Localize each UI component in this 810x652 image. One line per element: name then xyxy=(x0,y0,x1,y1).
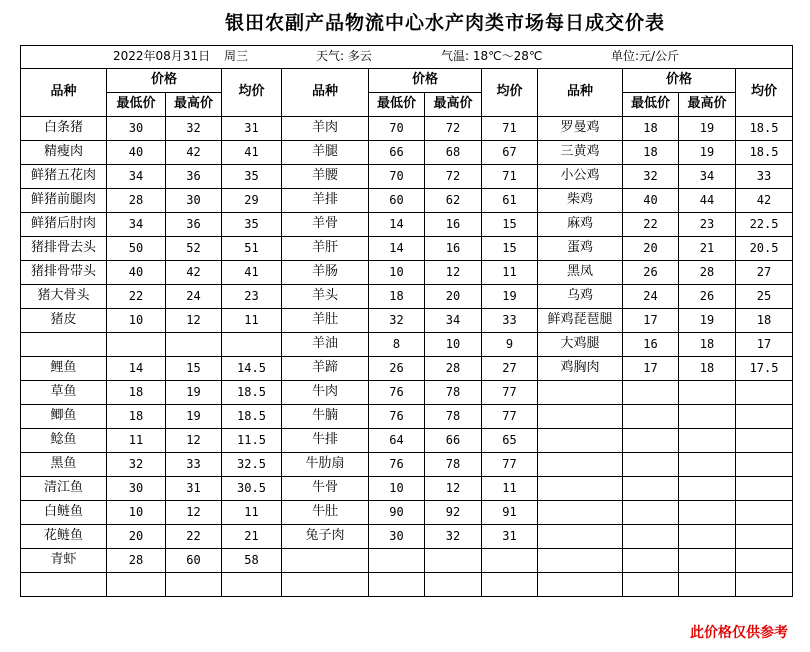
min-price-cell: 70 xyxy=(369,165,425,189)
avg-price-cell: 35 xyxy=(222,165,282,189)
min-price-cell: 30 xyxy=(369,525,425,549)
max-price-cell: 34 xyxy=(425,309,482,333)
min-price-cell: 10 xyxy=(369,477,425,501)
table-row xyxy=(21,189,793,213)
max-price-cell xyxy=(425,549,482,573)
max-price-cell: 16 xyxy=(425,213,482,237)
variety-cell: 鲜猪后肘肉 xyxy=(21,213,107,237)
min-price-cell: 50 xyxy=(107,237,166,261)
variety-cell: 青虾 xyxy=(21,549,107,573)
variety-cell: 猪排骨去头 xyxy=(21,237,107,261)
min-price-cell: 76 xyxy=(369,405,425,429)
avg-price-cell: 31 xyxy=(482,525,538,549)
avg-price-cell: 35 xyxy=(222,213,282,237)
min-price-cell: 76 xyxy=(369,381,425,405)
variety-cell xyxy=(282,573,369,597)
min-price-cell: 14 xyxy=(369,237,425,261)
min-price-cell: 14 xyxy=(369,213,425,237)
header-avg: 均价 xyxy=(222,69,282,117)
min-price-cell xyxy=(623,381,679,405)
avg-price-cell: 11.5 xyxy=(222,429,282,453)
max-price-cell: 66 xyxy=(425,429,482,453)
min-price-cell: 28 xyxy=(107,549,166,573)
variety-cell: 大鸡腿 xyxy=(538,333,623,357)
max-price-cell: 19 xyxy=(166,405,222,429)
reference-note: 此价格仅供参考 xyxy=(690,625,788,641)
variety-cell: 鲤鱼 xyxy=(21,357,107,381)
avg-price-cell: 21 xyxy=(222,525,282,549)
max-price-cell: 52 xyxy=(166,237,222,261)
min-price-cell: 10 xyxy=(369,261,425,285)
header-variety: 品种 xyxy=(282,69,369,117)
variety-cell: 鲜鸡琵琶腿 xyxy=(538,309,623,333)
min-price-cell: 11 xyxy=(107,429,166,453)
min-price-cell: 10 xyxy=(107,501,166,525)
variety-cell: 羊腰 xyxy=(282,165,369,189)
max-price-cell: 16 xyxy=(425,237,482,261)
max-price-cell: 31 xyxy=(166,477,222,501)
header-variety: 品种 xyxy=(21,69,107,117)
min-price-cell: 20 xyxy=(623,237,679,261)
header-variety: 品种 xyxy=(538,69,623,117)
avg-price-cell: 31 xyxy=(222,117,282,141)
max-price-cell xyxy=(679,501,736,525)
min-price-cell xyxy=(107,333,166,357)
avg-price-cell xyxy=(736,405,793,429)
avg-price-cell xyxy=(736,525,793,549)
max-price-cell: 78 xyxy=(425,405,482,429)
max-price-cell: 15 xyxy=(166,357,222,381)
avg-price-cell: 27 xyxy=(736,261,793,285)
min-price-cell: 10 xyxy=(107,309,166,333)
min-price-cell: 32 xyxy=(369,309,425,333)
avg-price-cell: 15 xyxy=(482,237,538,261)
table-row xyxy=(21,549,793,573)
avg-price-cell xyxy=(736,453,793,477)
max-price-cell: 12 xyxy=(425,477,482,501)
avg-price-cell xyxy=(736,381,793,405)
date-text: 2022年08月31日 xyxy=(113,49,211,63)
variety-cell: 羊排 xyxy=(282,189,369,213)
max-price-cell: 22 xyxy=(166,525,222,549)
price-table xyxy=(20,45,793,597)
max-price-cell: 18 xyxy=(679,357,736,381)
max-price-cell: 19 xyxy=(679,141,736,165)
avg-price-cell: 23 xyxy=(222,285,282,309)
max-price-cell: 28 xyxy=(679,261,736,285)
variety-cell: 牛肉 xyxy=(282,381,369,405)
avg-price-cell: 11 xyxy=(222,309,282,333)
variety-cell: 羊肉 xyxy=(282,117,369,141)
max-price-cell: 19 xyxy=(166,381,222,405)
max-price-cell: 32 xyxy=(166,117,222,141)
avg-price-cell: 33 xyxy=(736,165,793,189)
page-title: 银田农副产品物流中心水产肉类市场每日成交价表 xyxy=(224,12,665,34)
max-price-cell: 78 xyxy=(425,381,482,405)
min-price-cell xyxy=(623,453,679,477)
min-price-cell: 26 xyxy=(369,357,425,381)
variety-cell: 兔子肉 xyxy=(282,525,369,549)
max-price-cell: 12 xyxy=(425,261,482,285)
table-row xyxy=(21,429,793,453)
table-row xyxy=(21,309,793,333)
avg-price-cell: 17.5 xyxy=(736,357,793,381)
table-row xyxy=(21,261,793,285)
max-price-cell: 12 xyxy=(166,501,222,525)
min-price-cell: 66 xyxy=(369,141,425,165)
variety-cell: 花鲢鱼 xyxy=(21,525,107,549)
variety-cell xyxy=(538,477,623,501)
avg-price-cell: 41 xyxy=(222,141,282,165)
table-row xyxy=(21,285,793,309)
avg-price-cell xyxy=(736,549,793,573)
avg-price-cell: 17 xyxy=(736,333,793,357)
min-price-cell xyxy=(369,573,425,597)
max-price-cell: 30 xyxy=(166,189,222,213)
header-max: 最高价 xyxy=(166,93,222,117)
max-price-cell xyxy=(679,477,736,501)
min-price-cell: 70 xyxy=(369,117,425,141)
min-price-cell: 40 xyxy=(623,189,679,213)
table-row xyxy=(21,117,793,141)
variety-cell xyxy=(282,549,369,573)
variety-cell xyxy=(21,333,107,357)
avg-price-cell: 29 xyxy=(222,189,282,213)
variety-cell: 白条猪 xyxy=(21,117,107,141)
variety-cell xyxy=(538,501,623,525)
max-price-cell: 12 xyxy=(166,429,222,453)
variety-cell: 草鱼 xyxy=(21,381,107,405)
avg-price-cell: 42 xyxy=(736,189,793,213)
variety-cell: 羊肚 xyxy=(282,309,369,333)
avg-price-cell: 18 xyxy=(736,309,793,333)
header-max: 最高价 xyxy=(425,93,482,117)
variety-cell: 牛排 xyxy=(282,429,369,453)
min-price-cell: 17 xyxy=(623,309,679,333)
min-price-cell: 32 xyxy=(623,165,679,189)
min-price-cell: 40 xyxy=(107,261,166,285)
variety-cell xyxy=(538,549,623,573)
variety-cell: 羊骨 xyxy=(282,213,369,237)
avg-price-cell: 14.5 xyxy=(222,357,282,381)
min-price-cell: 28 xyxy=(107,189,166,213)
header-avg: 均价 xyxy=(736,69,793,117)
avg-price-cell: 19 xyxy=(482,285,538,309)
min-price-cell xyxy=(623,429,679,453)
variety-cell: 黑鱼 xyxy=(21,453,107,477)
max-price-cell: 19 xyxy=(679,309,736,333)
max-price-cell: 60 xyxy=(166,549,222,573)
min-price-cell: 22 xyxy=(107,285,166,309)
variety-cell: 猪排骨带头 xyxy=(21,261,107,285)
table-row xyxy=(21,333,793,357)
variety-cell: 乌鸡 xyxy=(538,285,623,309)
min-price-cell xyxy=(623,501,679,525)
max-price-cell xyxy=(679,525,736,549)
min-price-cell xyxy=(107,573,166,597)
min-price-cell: 22 xyxy=(623,213,679,237)
avg-price-cell xyxy=(736,429,793,453)
max-price-cell xyxy=(425,573,482,597)
avg-price-cell: 51 xyxy=(222,237,282,261)
unit-text: 单位:元/公斤 xyxy=(611,49,680,63)
min-price-cell: 60 xyxy=(369,189,425,213)
max-price-cell: 10 xyxy=(425,333,482,357)
max-price-cell: 62 xyxy=(425,189,482,213)
max-price-cell: 18 xyxy=(679,333,736,357)
avg-price-cell: 58 xyxy=(222,549,282,573)
avg-price-cell: 18.5 xyxy=(736,117,793,141)
avg-price-cell: 67 xyxy=(482,141,538,165)
max-price-cell: 42 xyxy=(166,141,222,165)
max-price-cell: 26 xyxy=(679,285,736,309)
max-price-cell xyxy=(679,573,736,597)
weather-text: 天气: 多云 xyxy=(316,49,372,63)
min-price-cell: 18 xyxy=(623,141,679,165)
avg-price-cell xyxy=(222,573,282,597)
min-price-cell: 16 xyxy=(623,333,679,357)
variety-cell xyxy=(538,405,623,429)
avg-price-cell xyxy=(736,501,793,525)
avg-price-cell: 71 xyxy=(482,165,538,189)
min-price-cell xyxy=(623,573,679,597)
avg-price-cell: 27 xyxy=(482,357,538,381)
min-price-cell xyxy=(623,549,679,573)
avg-price-cell: 41 xyxy=(222,261,282,285)
variety-cell xyxy=(538,525,623,549)
variety-cell: 羊油 xyxy=(282,333,369,357)
variety-cell: 鲫鱼 xyxy=(21,405,107,429)
max-price-cell: 72 xyxy=(425,117,482,141)
header-min: 最低价 xyxy=(369,93,425,117)
avg-price-cell: 33 xyxy=(482,309,538,333)
avg-price-cell: 15 xyxy=(482,213,538,237)
avg-price-cell: 77 xyxy=(482,453,538,477)
variety-cell: 小公鸡 xyxy=(538,165,623,189)
table-row xyxy=(21,525,793,549)
min-price-cell xyxy=(623,405,679,429)
header-min: 最低价 xyxy=(107,93,166,117)
table-row xyxy=(21,501,793,525)
min-price-cell: 18 xyxy=(107,405,166,429)
min-price-cell: 18 xyxy=(623,117,679,141)
variety-cell: 羊肝 xyxy=(282,237,369,261)
variety-cell: 牛肋扇 xyxy=(282,453,369,477)
header-price: 价格 xyxy=(623,69,736,93)
max-price-cell: 28 xyxy=(425,357,482,381)
avg-price-cell xyxy=(736,573,793,597)
max-price-cell: 32 xyxy=(425,525,482,549)
max-price-cell: 36 xyxy=(166,165,222,189)
variety-cell: 羊头 xyxy=(282,285,369,309)
variety-cell xyxy=(538,453,623,477)
avg-price-cell: 65 xyxy=(482,429,538,453)
avg-price-cell: 11 xyxy=(482,477,538,501)
table-row xyxy=(21,573,793,597)
avg-price-cell: 18.5 xyxy=(222,405,282,429)
table-row xyxy=(21,237,793,261)
min-price-cell: 30 xyxy=(107,117,166,141)
table-row xyxy=(21,165,793,189)
max-price-cell: 24 xyxy=(166,285,222,309)
header-min: 最低价 xyxy=(623,93,679,117)
avg-price-cell: 18.5 xyxy=(222,381,282,405)
avg-price-cell: 32.5 xyxy=(222,453,282,477)
max-price-cell xyxy=(679,405,736,429)
variety-cell: 牛骨 xyxy=(282,477,369,501)
variety-cell xyxy=(21,573,107,597)
avg-price-cell: 77 xyxy=(482,405,538,429)
variety-cell: 猪大骨头 xyxy=(21,285,107,309)
min-price-cell: 64 xyxy=(369,429,425,453)
min-price-cell: 20 xyxy=(107,525,166,549)
max-price-cell xyxy=(679,429,736,453)
max-price-cell: 68 xyxy=(425,141,482,165)
max-price-cell: 36 xyxy=(166,213,222,237)
table-row xyxy=(21,213,793,237)
max-price-cell xyxy=(679,549,736,573)
table-row xyxy=(21,357,793,381)
min-price-cell xyxy=(369,549,425,573)
min-price-cell: 8 xyxy=(369,333,425,357)
max-price-cell xyxy=(166,333,222,357)
min-price-cell: 24 xyxy=(623,285,679,309)
min-price-cell xyxy=(623,525,679,549)
max-price-cell: 20 xyxy=(425,285,482,309)
table-row xyxy=(21,381,793,405)
min-price-cell xyxy=(623,477,679,501)
avg-price-cell: 11 xyxy=(222,501,282,525)
min-price-cell: 30 xyxy=(107,477,166,501)
avg-price-cell: 61 xyxy=(482,189,538,213)
min-price-cell: 26 xyxy=(623,261,679,285)
header-price: 价格 xyxy=(369,69,482,93)
variety-cell: 鸡胸肉 xyxy=(538,357,623,381)
max-price-cell: 44 xyxy=(679,189,736,213)
variety-cell: 麻鸡 xyxy=(538,213,623,237)
header-price: 价格 xyxy=(107,69,222,93)
max-price-cell xyxy=(166,573,222,597)
variety-cell: 鲜猪五花肉 xyxy=(21,165,107,189)
variety-cell: 蛋鸡 xyxy=(538,237,623,261)
table-row xyxy=(21,477,793,501)
max-price-cell: 21 xyxy=(679,237,736,261)
min-price-cell: 34 xyxy=(107,165,166,189)
header-max: 最高价 xyxy=(679,93,736,117)
avg-price-cell xyxy=(482,573,538,597)
variety-cell: 鲜猪前腿肉 xyxy=(21,189,107,213)
avg-price-cell: 30.5 xyxy=(222,477,282,501)
min-price-cell: 14 xyxy=(107,357,166,381)
variety-cell xyxy=(538,381,623,405)
variety-cell: 羊肠 xyxy=(282,261,369,285)
avg-price-cell: 22.5 xyxy=(736,213,793,237)
min-price-cell: 17 xyxy=(623,357,679,381)
avg-price-cell: 77 xyxy=(482,381,538,405)
avg-price-cell: 18.5 xyxy=(736,141,793,165)
variety-cell: 羊蹄 xyxy=(282,357,369,381)
max-price-cell xyxy=(679,381,736,405)
variety-cell: 猪皮 xyxy=(21,309,107,333)
variety-cell: 牛腩 xyxy=(282,405,369,429)
variety-cell xyxy=(538,429,623,453)
variety-cell xyxy=(538,573,623,597)
variety-cell: 三黄鸡 xyxy=(538,141,623,165)
max-price-cell: 72 xyxy=(425,165,482,189)
variety-cell: 牛肚 xyxy=(282,501,369,525)
min-price-cell: 18 xyxy=(107,381,166,405)
max-price-cell: 78 xyxy=(425,453,482,477)
info-bar xyxy=(21,46,793,69)
min-price-cell: 32 xyxy=(107,453,166,477)
avg-price-cell: 71 xyxy=(482,117,538,141)
avg-price-cell: 11 xyxy=(482,261,538,285)
min-price-cell: 18 xyxy=(369,285,425,309)
variety-cell: 罗曼鸡 xyxy=(538,117,623,141)
variety-cell: 精瘦肉 xyxy=(21,141,107,165)
min-price-cell: 76 xyxy=(369,453,425,477)
variety-cell: 黑凤 xyxy=(538,261,623,285)
max-price-cell: 33 xyxy=(166,453,222,477)
table-row xyxy=(21,141,793,165)
avg-price-cell xyxy=(222,333,282,357)
avg-price-cell xyxy=(482,549,538,573)
header-avg: 均价 xyxy=(482,69,538,117)
variety-cell: 羊腿 xyxy=(282,141,369,165)
min-price-cell: 34 xyxy=(107,213,166,237)
variety-cell: 柴鸡 xyxy=(538,189,623,213)
variety-cell: 清江鱼 xyxy=(21,477,107,501)
avg-price-cell xyxy=(736,477,793,501)
min-price-cell: 90 xyxy=(369,501,425,525)
temperature-text: 气温: 18℃～28℃ xyxy=(441,49,543,63)
max-price-cell: 23 xyxy=(679,213,736,237)
avg-price-cell: 25 xyxy=(736,285,793,309)
variety-cell: 白鲢鱼 xyxy=(21,501,107,525)
max-price-cell: 34 xyxy=(679,165,736,189)
variety-cell: 鲶鱼 xyxy=(21,429,107,453)
max-price-cell: 42 xyxy=(166,261,222,285)
max-price-cell: 92 xyxy=(425,501,482,525)
avg-price-cell: 91 xyxy=(482,501,538,525)
min-price-cell: 40 xyxy=(107,141,166,165)
max-price-cell: 19 xyxy=(679,117,736,141)
max-price-cell xyxy=(679,453,736,477)
avg-price-cell: 9 xyxy=(482,333,538,357)
weekday-text: 周三 xyxy=(224,49,249,63)
table-row xyxy=(21,453,793,477)
table-row xyxy=(21,405,793,429)
max-price-cell: 12 xyxy=(166,309,222,333)
avg-price-cell: 20.5 xyxy=(736,237,793,261)
